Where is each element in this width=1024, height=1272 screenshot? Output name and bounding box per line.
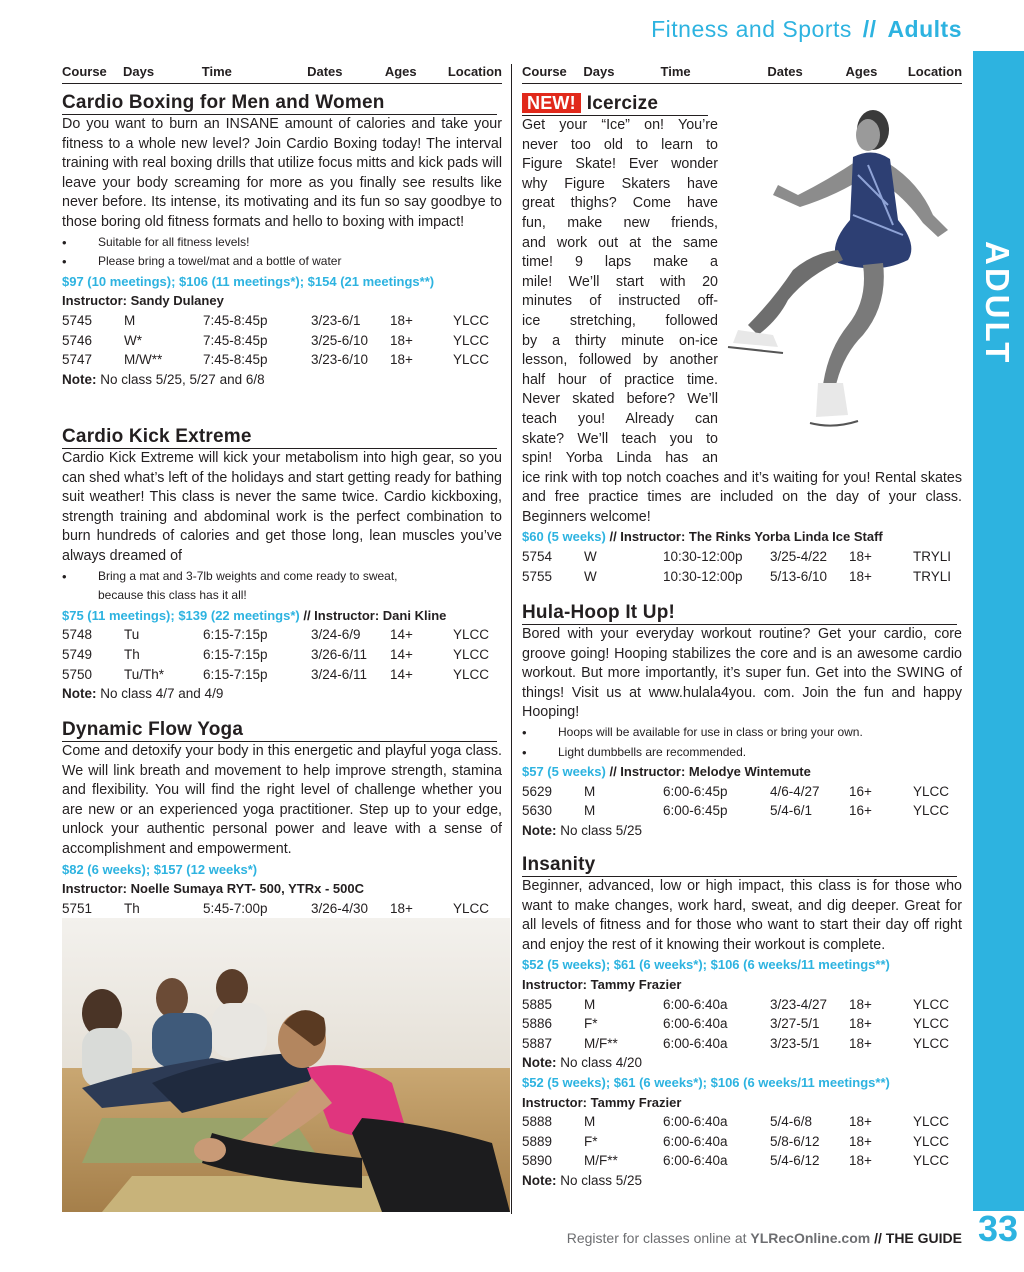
course-title: NEW! Icercize bbox=[522, 92, 708, 116]
footer-separator: // bbox=[870, 1230, 886, 1246]
new-badge: NEW! bbox=[522, 93, 581, 113]
left-column bbox=[62, 64, 502, 916]
col-time: Time bbox=[201, 64, 232, 79]
table-row: 5755 W 10:30-12:00p 5/13-6/10 18+ TRYLI bbox=[522, 568, 952, 584]
bullet-item: • Bring a mat and 3-7lb weights and come ready to sweat, bbox=[62, 567, 502, 587]
course-description: ice rink with top notch coaches and it’s waiting for you! Rental skates and free practice times are included on the day of your class. Beginners welcome! bbox=[522, 469, 962, 525]
bullet-list bbox=[62, 567, 502, 606]
course-description: Bored with your everyday workout routine? Get your cardio, core groove going! Hooping stabilizes the core and is an awesome cardio workout. But more importantly, it’s super fun. Get into the SWING of things! Visit us at www.hulala4you. com. Join the fun and happy Hooping! bbox=[522, 626, 962, 721]
price-line: $57 (5 weeks) // Instructor: Melodye Wintemute bbox=[522, 764, 811, 780]
price-line: $82 (6 weeks); $157 (12 weeks*) bbox=[62, 861, 258, 877]
course-title: Insanity bbox=[522, 854, 957, 877]
table-row: 5630 M 6:00-6:45p 5/4-6/1 16+ YLCC bbox=[522, 803, 950, 819]
note-line: Note: No class 5/25, 5/27 and 6/8 bbox=[62, 371, 265, 387]
table-row: 5751 Th 5:45-7:00p 3/26-4/30 18+ YLCC bbox=[62, 900, 490, 916]
bullet-list bbox=[522, 723, 962, 762]
table-row: 5888 M 6:00-6:40a 5/4-6/8 18+ YLCC bbox=[522, 1114, 950, 1130]
figure-skater-photo bbox=[718, 85, 958, 457]
bullet-continuation: because this class has it all! bbox=[98, 588, 247, 603]
price-line: $97 (10 meetings); $106 (11 meetings*); $154 (21 meetings**) bbox=[62, 273, 435, 289]
note-line: Note: No class 4/7 and 4/9 bbox=[62, 686, 224, 702]
figure-skater-illustration bbox=[718, 85, 958, 457]
course-description-wrapped: Get your “Ice” on! You’re never too old to learn to Figure Skate! Ever wonder why Figure Skaters have great thighs? Come have fun, make new friends, and work out at the same time! 9 laps make a mile! We’ll start with 20 minutes of instructed off- ice stretching, followed by a thirty minute on-ice lesson, followed by another half hour of practice time. Never skated before? We’ll teach you! Already can skate? We’ll teach you to spin! Yorba Linda has an bbox=[522, 117, 718, 467]
note-line: Note: No class 5/25 bbox=[522, 1172, 643, 1188]
price-line: $75 (11 meetings); $139 (22 meetings*) // Instructor: Dani Kline bbox=[62, 607, 447, 623]
cardio-boxing-section bbox=[62, 92, 502, 389]
instructor-line: Instructor: Tammy Frazier bbox=[522, 976, 682, 992]
footer bbox=[567, 1230, 962, 1246]
col-ages: Ages bbox=[384, 64, 417, 79]
right-column bbox=[522, 64, 963, 1188]
course-title: Dynamic Flow Yoga bbox=[62, 719, 497, 742]
yoga-class-illustration bbox=[62, 918, 510, 1212]
course-description: Cardio Kick Extreme will kick your metabolism into high gear, so you can shed what’s left of the holidays and start getting ready for bathing suit weather! This class is never the same twice. Cardio kickboxing, strength training and abdominal work is the perfect combination to burn hundreds of calories and get those long, lean muscles you’ve always dreamed of bbox=[62, 450, 502, 564]
col-course: Course bbox=[62, 64, 107, 79]
registration-link[interactable]: YLRecOnline.com bbox=[750, 1230, 871, 1246]
audience-label: Adults bbox=[887, 16, 962, 42]
section-name: Fitness and Sports bbox=[651, 16, 852, 42]
table-row: 5745 M 7:45-8:45p 3/23-6/1 18+ YLCC bbox=[62, 312, 490, 328]
table-row: 5887 M/F** 6:00-6:40a 3/23-5/1 18+ YLCC bbox=[522, 1035, 950, 1051]
cardio-kick-section bbox=[62, 426, 502, 704]
section-header bbox=[651, 16, 962, 43]
table-row: 5629 M 6:00-6:45p 4/6-4/27 16+ YLCC bbox=[522, 783, 950, 799]
column-header-row bbox=[522, 64, 962, 84]
class-table bbox=[62, 625, 489, 684]
col-days: Days bbox=[123, 64, 155, 79]
note-line: Note: No class 4/20 bbox=[522, 1055, 643, 1071]
col-location: Location bbox=[907, 64, 963, 79]
class-table bbox=[522, 1112, 949, 1171]
table-row: 5747 M/W** 7:45-8:45p 3/23-6/10 18+ YLCC bbox=[62, 352, 490, 368]
instructor-line: Instructor: Noelle Sumaya RYT- 500, YTRx - 500C bbox=[62, 881, 364, 897]
header-separator: // bbox=[862, 16, 877, 42]
class-table bbox=[522, 995, 949, 1054]
instructor-line: Instructor: Tammy Frazier bbox=[522, 1094, 682, 1110]
price-line: $52 (5 weeks); $61 (6 weeks*); $106 (6 weeks/11 meetings**) bbox=[522, 957, 890, 973]
table-row: 5885 M 6:00-6:40a 3/23-4/27 18+ YLCC bbox=[522, 996, 950, 1012]
table-row: 5748 Tu 6:15-7:15p 3/24-6/9 14+ YLCC bbox=[62, 627, 490, 643]
col-time: Time bbox=[660, 64, 691, 79]
bullet-list bbox=[62, 233, 502, 272]
class-table bbox=[522, 782, 949, 821]
col-location: Location bbox=[447, 64, 502, 79]
table-row: 5890 M/F** 6:00-6:40a 5/4-6/12 18+ YLCC bbox=[522, 1153, 950, 1169]
column-divider bbox=[511, 64, 512, 1214]
table-row: 5750 Tu/Th* 6:15-7:15p 3/24-6/11 14+ YLCC bbox=[62, 666, 490, 682]
instructor-line: Instructor: Sandy Dulaney bbox=[62, 293, 224, 309]
side-tab bbox=[973, 51, 1024, 1211]
class-table bbox=[522, 547, 951, 586]
footer-prefix: Register for classes online at bbox=[566, 1230, 751, 1246]
side-tab-label: ADULT bbox=[979, 241, 1016, 366]
insanity-section bbox=[522, 854, 962, 1191]
course-title: Cardio Kick Extreme bbox=[62, 426, 497, 449]
yoga-class-photo bbox=[62, 918, 510, 1212]
bullet-item: • Light dumbbells are recommended. bbox=[522, 743, 962, 763]
col-course: Course bbox=[522, 64, 567, 79]
table-row: 5746 W* 7:45-8:45p 3/25-6/10 18+ YLCC bbox=[62, 332, 490, 348]
page-number: 33 bbox=[977, 1208, 1018, 1249]
course-title: Cardio Boxing for Men and Women bbox=[62, 92, 497, 115]
table-row: 5754 W 10:30-12:00p 3/25-4/22 18+ TRYLI bbox=[522, 549, 952, 565]
note-line: Note: No class 5/25 bbox=[522, 822, 643, 838]
class-table bbox=[62, 311, 489, 370]
table-row: 5749 Th 6:15-7:15p 3/26-6/11 14+ YLCC bbox=[62, 646, 490, 662]
course-description: Beginner, advanced, low or high impact, this class is for those who want to make changes, work hard, sweat, and dig deeper. Great for all levels of fitness and for those who want to start their day off right and enjoy the rest of it knowing their workout is complete. bbox=[522, 878, 962, 953]
course-description: Come and detoxify your body in this energetic and playful yoga class. We will link breath and movement to help improve strength, stamina and flexibility. You will find the right level of challenge whether you are new or an experienced yoga practitioner. Step up to your edge, unlock your authentic personal power and leave with a sense of accomplishment and empowerment. bbox=[62, 743, 502, 857]
table-row: 5886 F* 6:00-6:40a 3/27-5/1 18+ YLCC bbox=[522, 1016, 950, 1032]
col-dates: Dates bbox=[767, 64, 803, 79]
column-header-row bbox=[62, 64, 502, 84]
course-title: Hula-Hoop It Up! bbox=[522, 602, 957, 625]
table-row: 5889 F* 6:00-6:40a 5/8-6/12 18+ YLCC bbox=[522, 1133, 950, 1149]
bullet-item: • Please bring a towel/mat and a bottle of water bbox=[62, 252, 502, 272]
bullet-item: • Hoops will be available for use in class or bring your own. bbox=[522, 723, 962, 743]
price-line: $60 (5 weeks) // Instructor: The Rinks Yorba Linda Ice Staff bbox=[522, 529, 883, 545]
col-days: Days bbox=[583, 64, 615, 79]
course-description: Do you want to burn an INSANE amount of calories and take your fitness to a whole new level? Join Cardio Boxing today! The interval training with real boxing drills that utilize focus mitts and kick pads will leave your body screaming for more as you finally see results like never before. Its intense, its motivating and its fun so say goodbye to those boring old fitness formats and hello to boxing with impact! bbox=[62, 116, 502, 230]
col-ages: Ages bbox=[845, 64, 878, 79]
price-line: $52 (5 weeks); $61 (6 weeks*); $106 (6 weeks/11 meetings**) bbox=[522, 1074, 890, 1090]
col-dates: Dates bbox=[307, 64, 343, 79]
hula-hoop-section bbox=[522, 602, 962, 841]
bullet-item: • Suitable for all fitness levels! bbox=[62, 233, 502, 253]
guide-label: THE GUIDE bbox=[885, 1230, 962, 1246]
